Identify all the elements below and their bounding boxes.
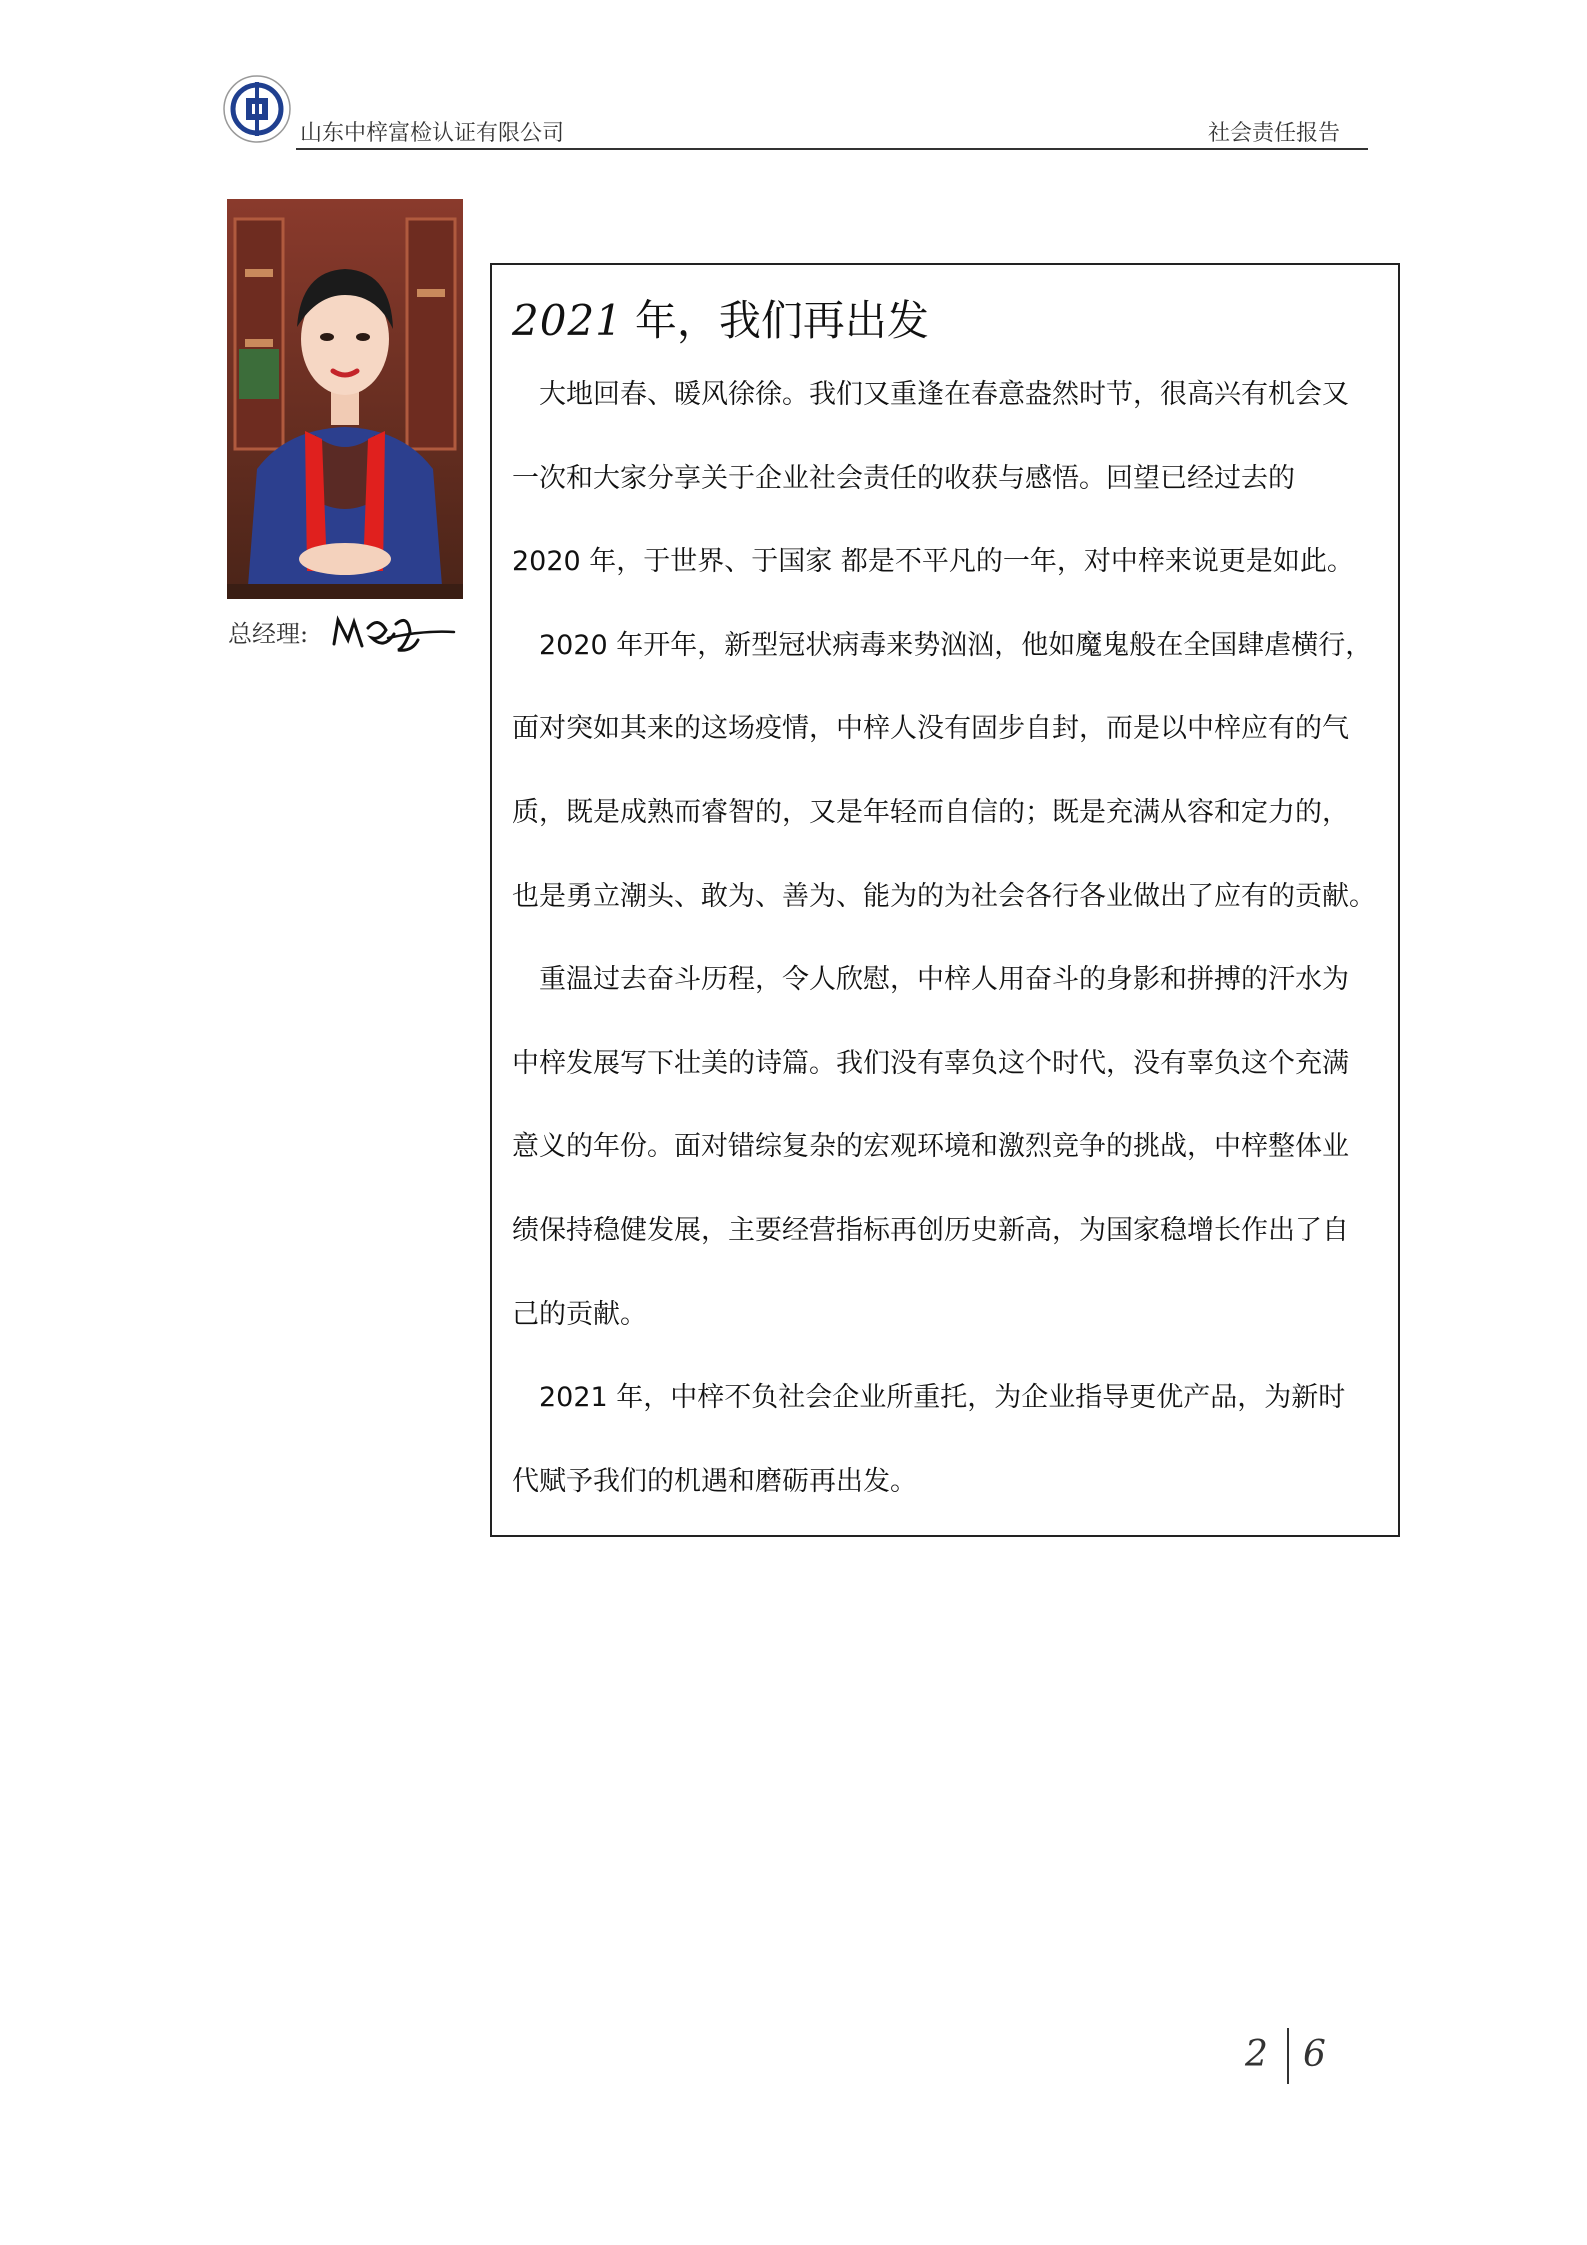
letter-line: 绩保持稳健发展，主要经营指标再创历史新高，为国家稳增长作出了自 (512, 1214, 1349, 1246)
total-pages: 6 (1303, 2034, 1326, 2075)
handwritten-signature-icon (328, 610, 458, 660)
letter-line: 2021 年，中梓不负社会企业所重托，为企业指导更优产品，为新时 (539, 1382, 1346, 1414)
manager-portrait (227, 199, 463, 599)
letter-line: 一次和大家分享关于企业社会责任的收获与感悟。回望已经过去的 (512, 462, 1295, 494)
letter-title-text: 年，我们再出发 (634, 296, 929, 345)
company-logo-icon (222, 74, 292, 144)
letter-line: 2020 年开年，新型冠状病毒来势汹汹，他如魔鬼般在全国肆虐横行， (539, 629, 1373, 661)
letter-body (512, 353, 1384, 1523)
header-divider (296, 148, 1368, 150)
letter-line: 也是勇立潮头、敢为、善为、能为的为社会各行各业做出了应有的贡献。 (512, 880, 1376, 912)
signature-label: 总经理: (228, 620, 309, 648)
letter-line: 中梓发展写下壮美的诗篇。我们没有辜负这个时代，没有辜负这个充满 (512, 1047, 1349, 1079)
letter-title-year: 2021 (512, 296, 623, 345)
letter-line: 重温过去奋斗历程，令人欣慰，中梓人用奋斗的身影和拼搏的汗水为 (539, 964, 1349, 996)
signature-block (228, 610, 468, 660)
page-header (222, 74, 1368, 150)
letter-line: 己的贡献。 (512, 1298, 647, 1330)
letter-line: 2020 年，于世界、于国家 都是不平凡的一年，对中梓来说更是如此。 (512, 546, 1354, 578)
letter-line: 代赋予我们的机遇和磨砺再出发。 (512, 1465, 917, 1497)
page-number-divider (1287, 2028, 1289, 2084)
chairman-letter (490, 263, 1400, 1537)
letter-title (512, 291, 1384, 351)
letter-line: 意义的年份。面对错综复杂的宏观环境和激烈竞争的挑战，中梓整体业 (512, 1131, 1349, 1163)
page-number (1245, 2028, 1345, 2088)
letter-line: 大地回春、暖风徐徐。我们又重逢在春意盎然时节，很高兴有机会又 (539, 379, 1349, 410)
report-type: 社会责任报告 (1207, 121, 1340, 146)
letter-line: 质，既是成熟而睿智的，又是年轻而自信的；既是充满从容和定力的， (512, 796, 1349, 828)
current-page: 2 (1245, 2034, 1268, 2075)
portrait-illustration (227, 199, 463, 599)
letter-line: 面对突如其来的这场疫情，中梓人没有固步自封，而是以中梓应有的气 (512, 713, 1349, 745)
company-name: 山东中梓富检认证有限公司 (300, 121, 565, 146)
